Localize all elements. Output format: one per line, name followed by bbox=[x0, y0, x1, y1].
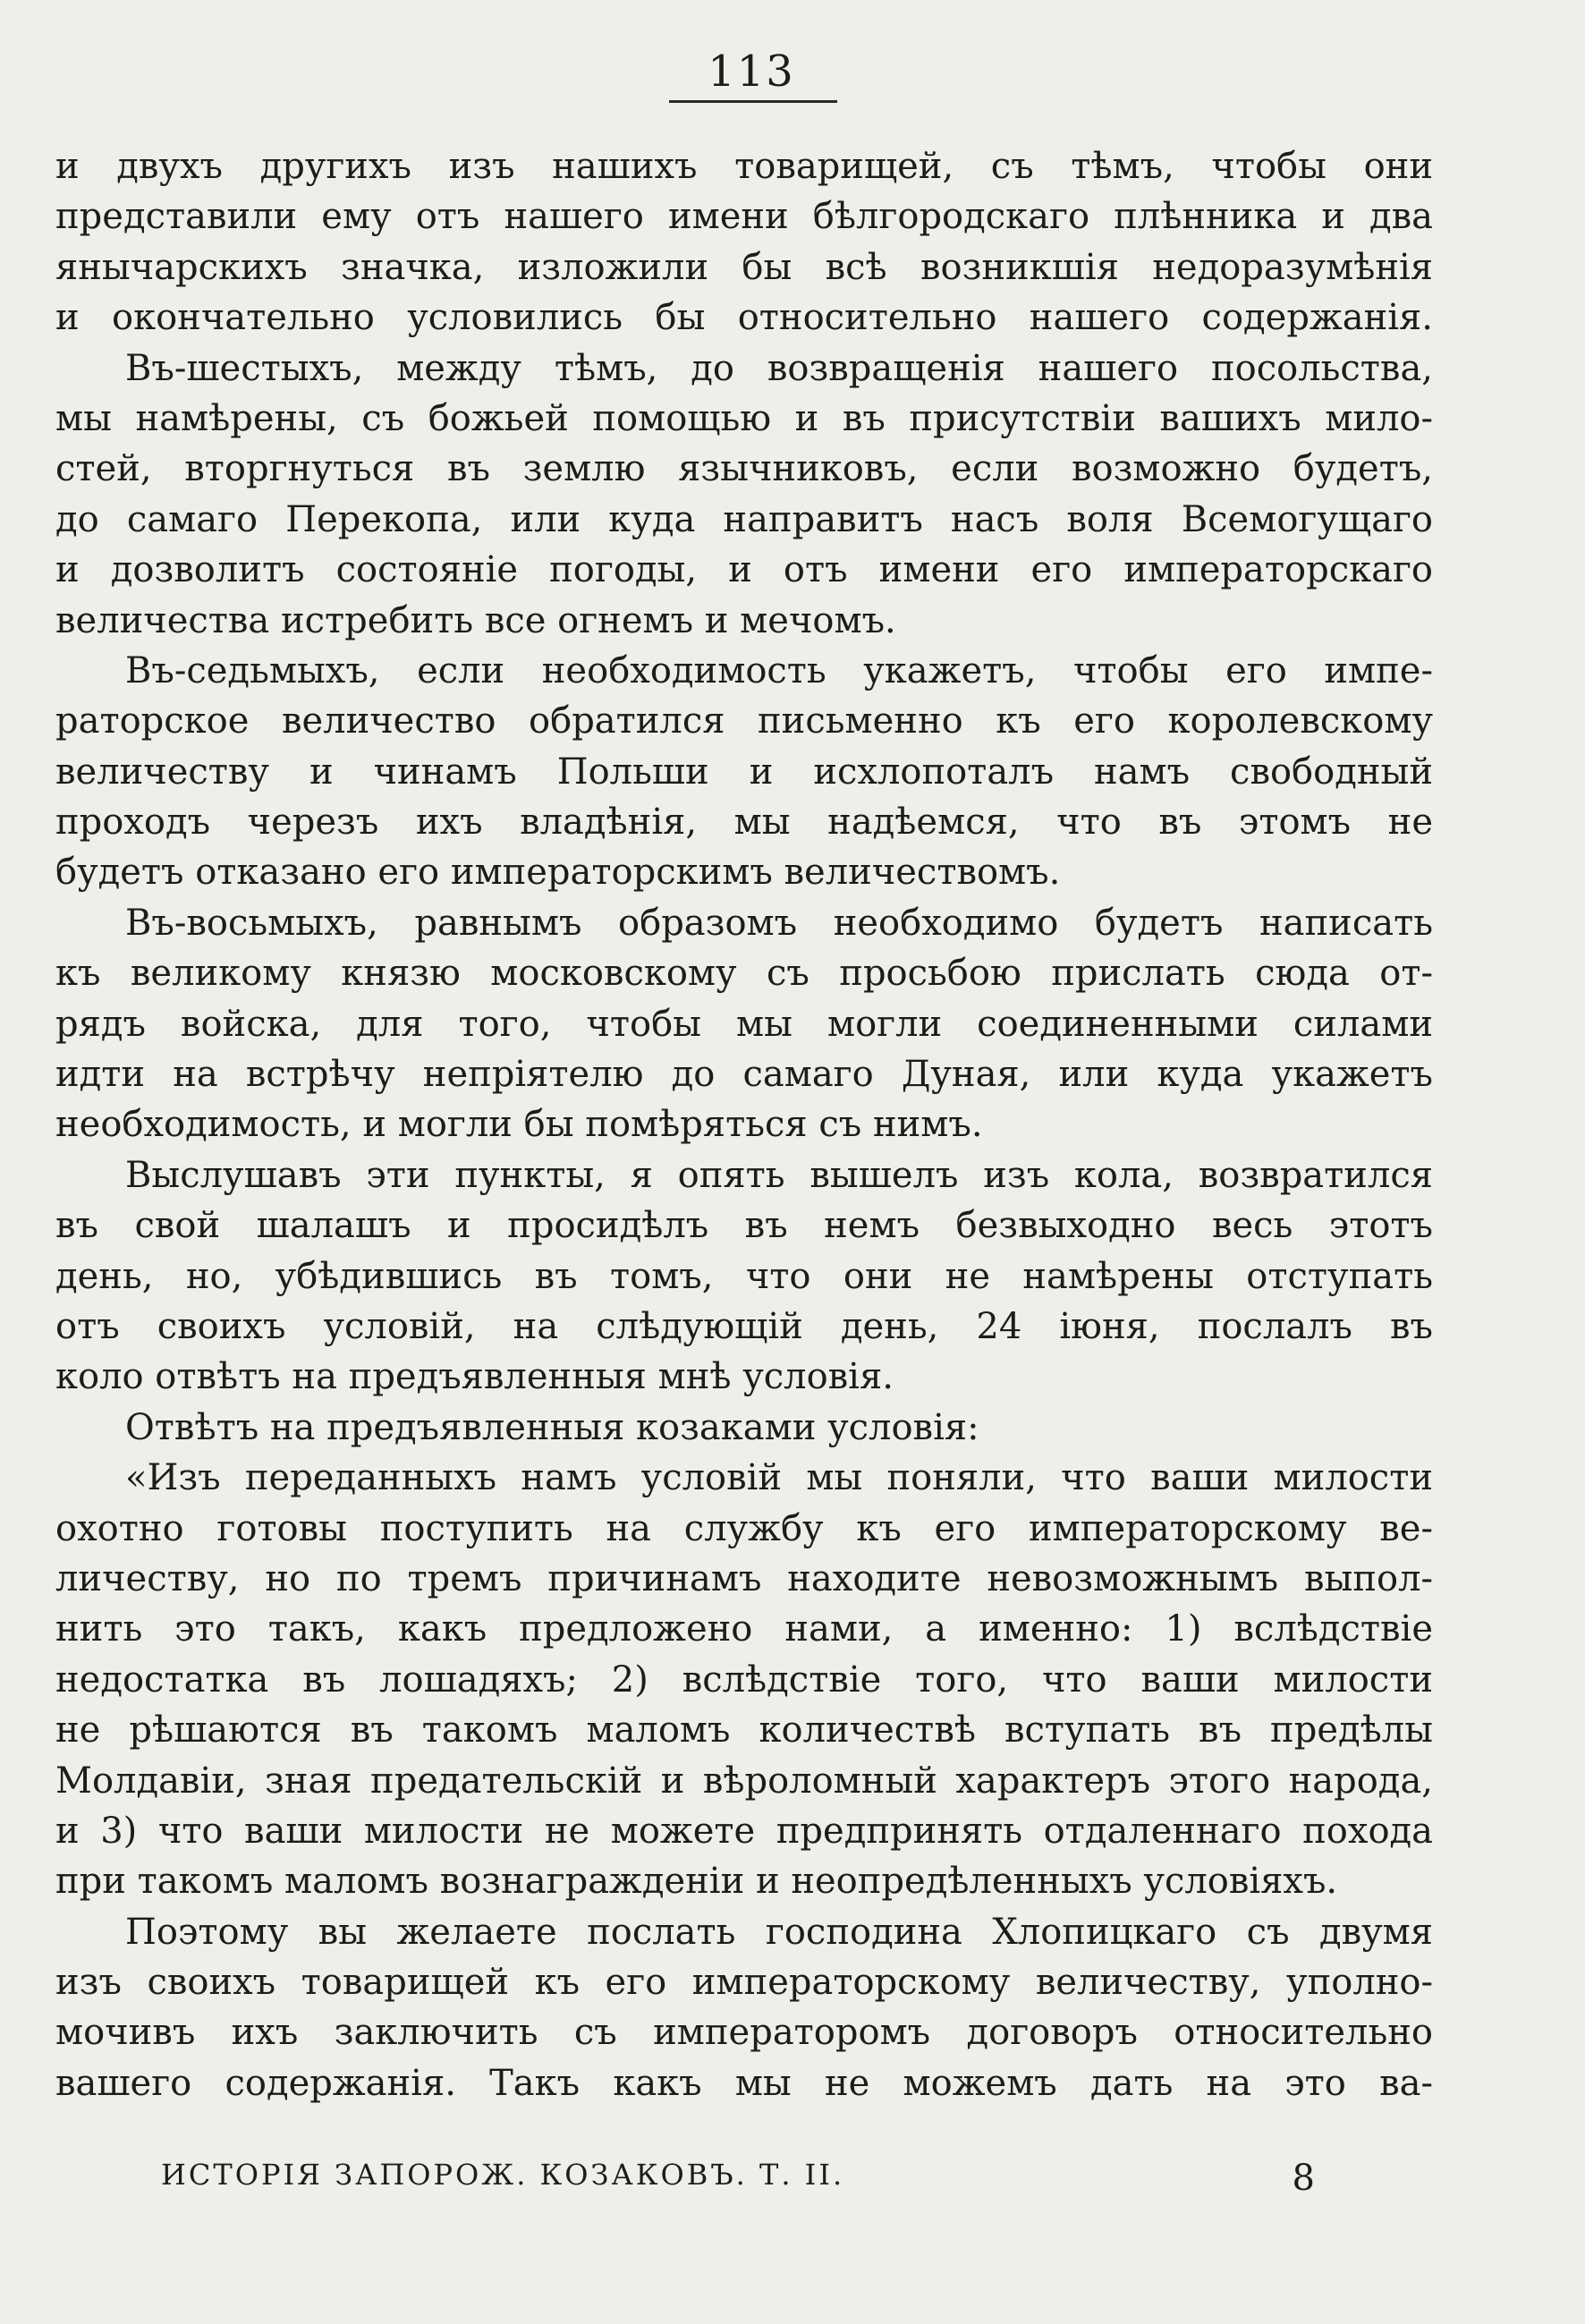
text-line: Поэтому вы желаете послать господина Хлопицкаго съ двумя bbox=[125, 1911, 1433, 1953]
text-line: необходимость, и могли бы помѣряться съ нимъ. bbox=[55, 1104, 983, 1146]
text-line: мочивъ ихъ заключить съ императоромъ договоръ относительно bbox=[55, 2012, 1433, 2054]
text-line: охотно готовы поступить на службу къ его императорскому ве- bbox=[55, 1507, 1433, 1549]
text-line: и окончательно условились бы относительно нашего содержанія. bbox=[55, 297, 1433, 339]
signature-mark: 8 bbox=[1292, 2158, 1315, 2199]
text-line: мы намѣрены, съ божьей помощью и въ присутствіи вашихъ мило- bbox=[55, 397, 1433, 439]
text-line: Молдавіи, зная предательскій и вѣроломный характеръ этого народа, bbox=[55, 1760, 1433, 1802]
text-line: день, но, убѣдившись въ томъ, что они не намѣрены отступать bbox=[55, 1255, 1433, 1297]
text-line: Отвѣтъ на предъявленныя козаками условія: bbox=[125, 1406, 979, 1448]
text-line: «Изъ переданныхъ намъ условій мы поняли, что ваши милости bbox=[125, 1457, 1433, 1499]
text-line: величеству и чинамъ Польши и исхлопоталъ намъ свободный bbox=[55, 751, 1433, 793]
text-line: изъ своихъ товарищей къ его императорскому величеству, уполно- bbox=[55, 1962, 1433, 2004]
text-line: идти на встрѣчу непріятелю до самаго Дуная, или куда укажетъ bbox=[55, 1054, 1433, 1096]
text-line: раторское величество обратился письменно къ его королевскому bbox=[55, 700, 1433, 742]
text-line: личеству, но по тремъ причинамъ находите невозможнымъ выпол- bbox=[55, 1557, 1433, 1599]
text-line: рядъ войска, для того, чтобы мы могли соединенными силами bbox=[55, 1003, 1433, 1045]
text-line: янычарскихъ значка, изложили бы всѣ возникшія недоразумѣнія bbox=[55, 246, 1433, 288]
footer-title: ИСТОРІЯ ЗАПОРОЖ. КОЗАКОВЪ. Т. II. bbox=[161, 2158, 845, 2192]
text-line: и дозволитъ состояніе погоды, и отъ имени его императорскаго bbox=[55, 549, 1433, 591]
text-line: отъ своихъ условій, на слѣдующій день, 24 іюня, послалъ въ bbox=[55, 1305, 1433, 1347]
text-line: Въ-шестыхъ, между тѣмъ, до возвращенія нашего посольства, bbox=[125, 347, 1433, 389]
text-line: будетъ отказано его императорскимъ величествомъ. bbox=[55, 852, 1061, 894]
text-line: представили ему отъ нашего имени бѣлгородскаго плѣнника и два bbox=[55, 196, 1433, 238]
text-line: къ великому князю московскому съ просьбою прислать сюда от- bbox=[55, 953, 1433, 995]
text-line: недостатка въ лошадяхъ; 2) вслѣдствіе того, что ваши милости bbox=[55, 1658, 1433, 1701]
text-line: и двухъ другихъ изъ нашихъ товарищей, съ тѣмъ, чтобы они bbox=[55, 146, 1433, 187]
page-number: 113 bbox=[708, 47, 795, 97]
page-footer bbox=[161, 2158, 1315, 2199]
text-line: Выслушавъ эти пункты, я опять вышелъ изъ кола, возвратился bbox=[125, 1154, 1433, 1196]
text-line: Въ-седьмыхъ, если необходимость укажетъ, чтобы его импе- bbox=[125, 649, 1433, 691]
text-line: при такомъ маломъ вознагражденіи и неопредѣленныхъ условіяхъ. bbox=[55, 1861, 1338, 1903]
text-line: величества истребить все огнемъ и мечомъ. bbox=[55, 599, 896, 641]
text-line: до самаго Перекопа, или куда направитъ насъ воля Всемогущаго bbox=[55, 498, 1433, 540]
text-line: вашего содержанія. Такъ какъ мы не можемъ дать на это ва- bbox=[55, 2062, 1433, 2104]
text-line: проходъ черезъ ихъ владѣнія, мы надѣемся, что въ этомъ не bbox=[55, 802, 1433, 844]
text-line: въ свой шалашъ и просидѣлъ въ немъ безвыходно весь этотъ bbox=[55, 1205, 1433, 1247]
text-line: не рѣшаются въ такомъ маломъ количествѣ вступать въ предѣлы bbox=[55, 1709, 1433, 1751]
text-line: коло отвѣтъ на предъявленныя мнѣ условія. bbox=[55, 1356, 894, 1398]
text-line: стей, вторгнуться въ землю язычниковъ, если возможно будетъ, bbox=[55, 448, 1433, 490]
text-line: Въ-восьмыхъ, равнымъ образомъ необходимо будетъ написать bbox=[125, 902, 1433, 944]
body-text bbox=[55, 141, 1433, 2108]
text-line: нить это такъ, какъ предложено нами, а именно: 1) вслѣдствіе bbox=[55, 1608, 1433, 1650]
header-rule bbox=[669, 100, 837, 103]
text-line: и 3) что ваши милости не можете предпринять отдаленнаго похода bbox=[55, 1810, 1433, 1852]
